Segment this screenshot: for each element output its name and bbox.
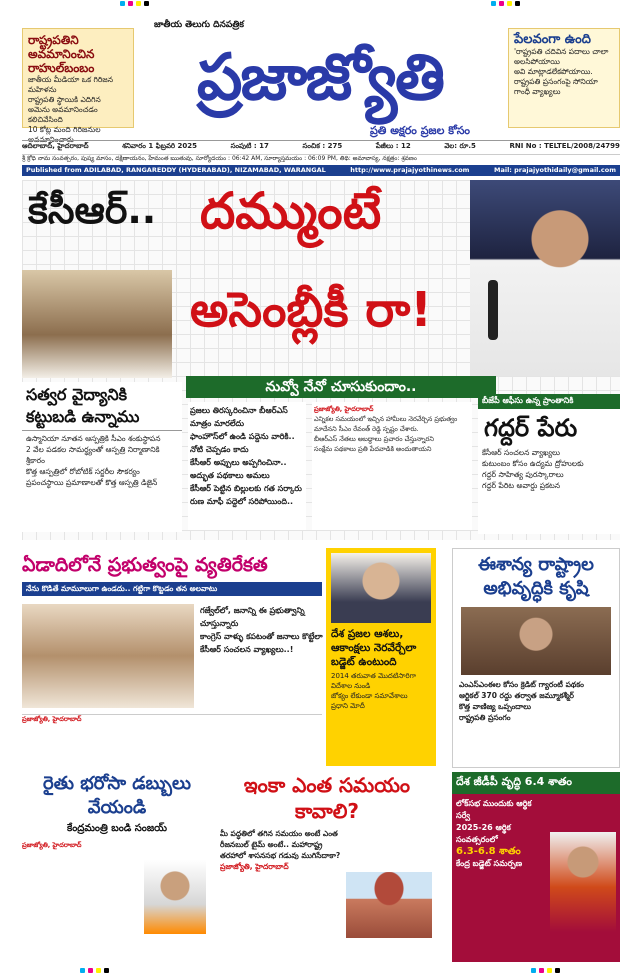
microphone-icon: [488, 280, 498, 340]
lead-col1-line: ఫాంహౌస్‌లో ఉండి పద్దెను వారికి.. నోటి చెప్పడం కాదు: [190, 432, 295, 454]
side-story-title: గద్దర్ పేరు: [484, 414, 578, 442]
masthead-tagline: ప్రతి అక్షరం ప్రజల కోసం: [369, 124, 470, 137]
lead-headline-dare: దమ్ముంటే: [200, 182, 382, 240]
left-story-line: 2 వేల పడకల సామర్థ్యంతో ఆస్పత్రి నిర్మాణానికి శ్రీకారం: [26, 445, 160, 465]
cm-speaking-photo: [470, 180, 620, 376]
right-ear-title: పేలవంగా ఉంది: [514, 32, 591, 47]
lead-column-2: [312, 402, 472, 530]
pub-web: http://www.prajajyothinews.com: [350, 166, 470, 174]
north-story-title: ఈశాన్య రాష్ట్రాల అభివృద్ధికి కృషి: [478, 554, 594, 599]
mid-story-sub: నేను కొడితే మామూలుగా ఉండదు.. గట్టిగా కొట్టడం తన అలవాటు: [22, 582, 322, 596]
minister-photo: [144, 860, 206, 934]
info-rni: RNI No : TELTEL/2008/24799: [509, 142, 620, 150]
left-ear-box: [22, 28, 134, 144]
budget-box: [326, 548, 436, 766]
north-line: కొత్త వాణిజ్య ఒప్పందాలు: [459, 702, 531, 711]
info-place: ఆదిలాబాద్, హైదరాబాద్: [22, 142, 89, 150]
court-title: ఇంకా ఎంత సమయం కావాలి?: [243, 773, 411, 823]
budget-title: దేశ ప్రజల ఆశలు, ఆకాంక్షలు నెరవేర్చేలా బడ్జెట్ ఉంటుంది: [331, 628, 417, 668]
mid-story-line: కాంగ్రెస్ వాళ్ళు కపటంతో జనాలు కొట్టేలా: [200, 632, 323, 641]
gdp-line: కేంద్ర బడ్జెట్ సమర్పణ: [456, 859, 523, 868]
budget-line: ప్రధాని మోదీ: [331, 702, 365, 710]
lead-col1-line: కేసీఆర్ అప్పులు అప్పగించినా.. అద్భుత పథకాలు అమలు: [190, 458, 287, 480]
left-ear-title: రాష్ట్రపతిని అవమానించిన రాహుల్‌బంబం: [28, 33, 95, 75]
north-story: [452, 548, 620, 768]
gdp-line: లోక్‌సభ ముందుకు ఆర్థిక సర్వే: [456, 799, 532, 820]
lead-col2-line: సంక్షేమ పథకాలు ప్రతి పేదవాడికి అందుతాయని: [314, 445, 432, 453]
farmer-sub: కేంద్రమంత్రి బండి సంజయ్: [66, 823, 167, 834]
info-pages: పేజీలు : 12: [375, 142, 411, 150]
court-line: మీ పద్ధతిలో తగిన సమయం అంటే ఎంత: [220, 829, 338, 838]
gdp-line: 2025-26 ఆర్థిక సంవత్సరంలో: [456, 823, 511, 844]
farmer-dateline: ప్రజాజ్యోతి, హైదరాబాద్: [22, 841, 82, 849]
gdp-story: [452, 772, 620, 962]
left-ear-line: 10 కోట్ల మంది గిరిజనుల అవమానించారు: [28, 125, 101, 144]
info-date: శనివారం 1 ఫిబ్రవరి 2025: [122, 142, 197, 150]
left-story-title: సత్వర వైద్యానికి కట్టుబడి ఉన్నాము: [26, 385, 140, 426]
left-ear-line: రాష్ట్రపతి స్థాయికి ఎదిగిన: [28, 95, 101, 104]
right-ear-line: రాష్ట్రపతి ప్రసంగంపై సోనియా గాంధీ వ్యాఖ్యలు: [514, 77, 598, 96]
farmer-story: [22, 772, 212, 962]
lead-col1-line: ప్రజలు తిరస్కరించినా బీఆర్ఎస్ మాత్రం మారలేదు: [190, 406, 288, 428]
gdp-line: 6.3-6.8 శాతం: [456, 846, 521, 857]
supreme-court-photo: [346, 872, 432, 938]
side-story-line: గద్దర్ పేరిట అవార్డు ప్రకటన: [482, 481, 561, 490]
president-photo: [461, 607, 611, 675]
right-ear-box: [508, 28, 620, 128]
lead-banner: నువ్వో నేనో చూసుకుందాం..: [186, 376, 496, 398]
court-dateline: ప్రజాజ్యోతి, హైదరాబాద్: [220, 862, 289, 871]
court-line: రీజనబుల్ టైమ్ అంటే.. మహారాష్ట్ర: [220, 840, 323, 849]
mid-story-line: గజ్వేల్‌లో, జనాన్ని ఈ ప్రభుత్వాన్ని చూస్తున్నారు: [200, 606, 305, 628]
info-issue: సంచిక : 275: [302, 142, 343, 150]
lead-col2-line: బీఆర్ఎస్ నేతలు అబద్ధాలు ప్రచారం చేస్తున్నారని: [314, 435, 434, 443]
budget-line: జోక్యం లేకుండా సమావేశాలు: [331, 692, 408, 700]
pm-portrait-photo: [331, 553, 431, 623]
finance-minister-photo: [550, 832, 616, 932]
pub-mail: Mail: prajajyothidaily@gmail.com: [493, 166, 616, 174]
publication-bar: [22, 165, 620, 176]
side-story-kicker: బీజేపీ ఆఫీసు ఉన్న ప్రాంతానికి: [478, 394, 620, 409]
budget-line: 2014 తరువాత మొదటిసారిగా విదేశాల నుండి: [331, 672, 417, 690]
side-story: [478, 394, 620, 534]
left-story-line: ప్రపంచస్థాయి ప్రమాణాలతో కొత్త ఆస్పత్రి డిజైన్: [26, 478, 158, 487]
north-line: ఎంఎస్ఎంఈల కోసం క్రెడిట్ గ్యారంటీ పథకం: [459, 680, 584, 689]
lead-col1-line: రుణ మాఫీ పద్దెలో సరిపోయింది..: [190, 497, 294, 506]
right-ear-line: అవి మాట్లాడలేకపోయాయి.: [514, 67, 593, 76]
print-marks-top: [0, 0, 640, 8]
left-story: [22, 382, 182, 532]
side-story-line: కుటుంబం కోసం ఉద్యమ ద్రోహులకు: [482, 459, 584, 468]
masthead: [140, 20, 500, 150]
lead-headline-assembly: అసెంబ్లీకీ రా!: [190, 282, 433, 338]
mid-dateline: ప్రజాజ్యోతి, హైదరాబాద్: [22, 715, 82, 723]
info-price: వెల: రూ.5: [444, 142, 476, 150]
right-ear-line: 'రాష్ట్రపతి చదివిన పదాలు చాలా అలసిపోయాయి: [514, 47, 609, 66]
lead-col1-line: కేసీఆర్ పెట్టిన బిల్లులకు గత సర్కారు: [190, 484, 302, 493]
side-story-line: గద్దర్ సాహిత్య పురస్కారాలు: [482, 470, 564, 479]
mid-story-line: కేసీఆర్ సంచలన వ్యాఖ్యలు..!: [200, 645, 294, 654]
north-line: రాష్ట్రపతి ప్రసంగం: [459, 713, 511, 722]
lead-headline-kcr: కేసీఆర్‌..: [28, 188, 157, 232]
masthead-kicker: జాతీయ తెలుగు దినపత్రిక: [154, 20, 244, 30]
masthead-title: ప్రజాజ్యోతి: [196, 40, 444, 115]
kcr-meeting-photo: [22, 604, 194, 708]
print-marks-bottom: [0, 966, 640, 976]
pub-published: Published from ADILABAD, RANGAREDDY (HYDERABAD), NIZAMABAD, WARANGAL: [26, 166, 326, 174]
left-ear-line: అమెను అవమానించడం కలిచివేసింది: [28, 105, 98, 124]
lead-dateline: ప్రజాజ్యోతి, హైదరాబాద్: [314, 405, 374, 413]
hospital-foundation-photo: [22, 270, 172, 378]
left-ear-line: జాతీయ మీడియా ఒక గిరిజన మహిళను: [28, 75, 114, 94]
mid-story-dateline: [22, 714, 322, 764]
info-bar: [22, 140, 620, 152]
north-line: ఆర్టికల్ 370 రద్దు తర్వాత జమ్మూకశ్మీర్: [459, 691, 574, 700]
farmer-title: రైతు భరోసా డబ్బులు వేయండి: [43, 773, 191, 818]
almanac-bar: శ్రీ క్రోధి నామ సంవత్సరం, పుష్య మాసం, దక్షిణాయనం, హేమంత ఋతువు, సూర్యోదయం : 06:42 AM, సూర్యాస్తమయం : 06:09 PM, తిథి: అమావాస్య, నక్షత్రం: శ్రవణం: [22, 154, 620, 164]
mid-story-body: [200, 604, 324, 708]
lead-col2-line: మాదేనని సీఎం రేవంత్ రెడ్డి స్పష్టం చేశారు.: [314, 425, 419, 433]
left-story-line: కొత్త ఆస్పత్రిలో రోబోటిక్ సర్జరీల సౌకర్యం: [26, 467, 140, 476]
side-story-line: కేసీఆర్ సంచలన వ్యాఖ్యలు: [482, 448, 560, 457]
mid-story-title: ఏడాదిలోనే ప్రభుత్వంపై వ్యతిరేకత: [22, 554, 268, 576]
info-volume: సంపుటి : 17: [230, 142, 269, 150]
court-story: [220, 772, 434, 962]
left-story-line: ఉస్మానియా నూతన ఆస్పత్రికి సీఎం శంకుస్థాపన: [26, 434, 161, 443]
lead-col2-line: ఎన్నికల సమయంలో ఇచ్చిన హామీలు నెరవేర్చిన ప్రభుత్వం: [314, 415, 458, 423]
gdp-title: దేశ జీడీపీ వృద్ధి 6.4 శాతం: [452, 772, 620, 794]
lead-column-1: [188, 402, 306, 530]
court-line: తరహాలో శాసనసభ గడువు ముగిసేదాకా?: [220, 851, 341, 860]
